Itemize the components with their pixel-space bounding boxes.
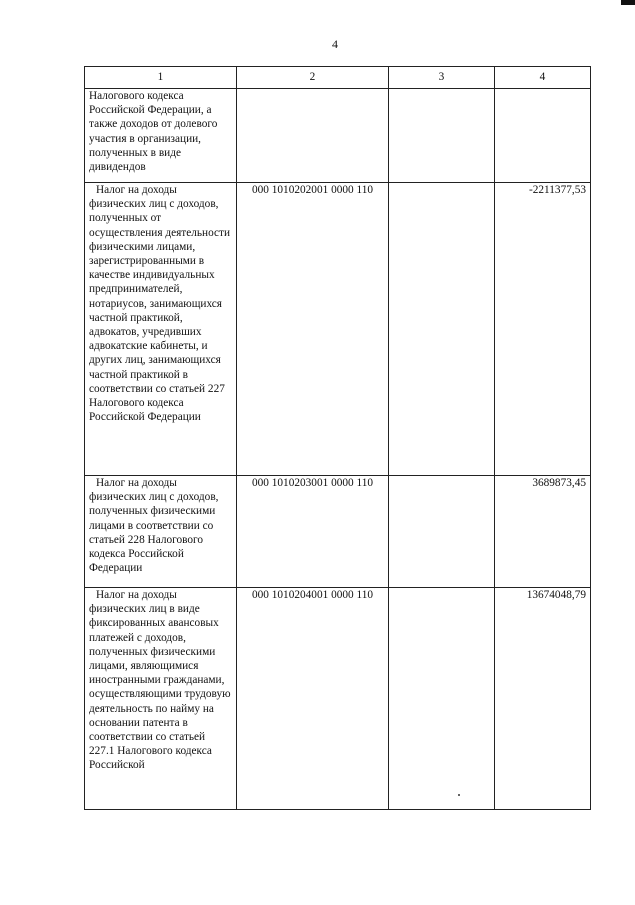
income-table [84,66,591,810]
column-header-3: 3 [389,67,495,89]
row-name [85,89,237,183]
row-col3 [389,588,495,810]
row-amount: 3689873,45 [495,476,591,588]
column-header-2: 2 [237,67,389,89]
scan-speck [458,794,460,796]
row-name-text: Налогового кодекса Российской Федерации, а также доходов от долевого участия в организации, полученных в виде дивидендов [89,90,218,174]
row-amount [495,89,591,183]
table-row [85,183,591,476]
corner-mark [621,0,635,5]
row-col3 [389,476,495,588]
row-name [85,588,237,810]
row-name-text: Налог на доходы физических лиц с доходов, полученных от осуществления деятельности физическими лицами, зарегистрированными в качестве индивидуальных предпринимателей, нотариусов, занимающихся частной практикой, адвокатов, учредивших адвокатские кабинеты, и других лиц, занимающихся частной практикой в соответствии со статьей 227 Налогового кодекса Российской Федерации [89,184,231,424]
row-code [237,89,389,183]
table-row [85,89,591,183]
row-name [85,476,237,588]
row-code: 000 1010204001 0000 110 [237,588,389,810]
column-header-1: 1 [85,67,237,89]
row-code: 000 1010202001 0000 110 [237,183,389,476]
table-row [85,588,591,810]
row-name-text: Налог на доходы физических лиц с доходов, полученных физическими лицами в соответствии со статьей 228 Налогового кодекса Российской Федерации [89,477,219,575]
row-name-text: Налог на доходы физических лиц в виде фиксированных авансовых платежей с доходов, полученных физическими лицами, являющимися иностранными гражданами, осуществляющими трудовую деятельность по найму на основании патента в соответствии со статьей 227.1 Налогового кодекса Российской [89,589,231,772]
row-code: 000 1010203001 0000 110 [237,476,389,588]
row-amount: 13674048,79 [495,588,591,810]
row-name [85,183,237,476]
column-header-4: 4 [495,67,591,89]
page-number: 4 [332,37,338,51]
table-row [85,476,591,588]
row-col3 [389,183,495,476]
table-header-row [85,67,591,89]
row-col3 [389,89,495,183]
row-amount: -2211377,53 [495,183,591,476]
